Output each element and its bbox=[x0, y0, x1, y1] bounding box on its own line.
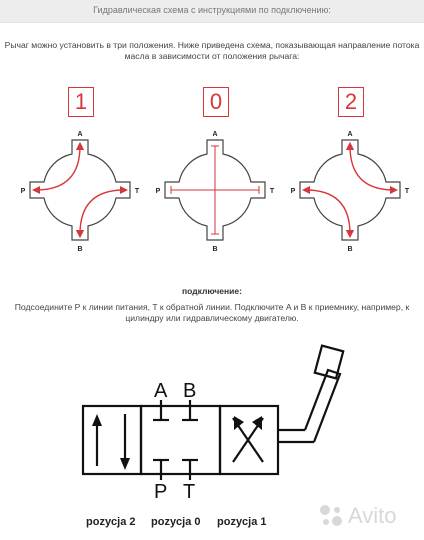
position-number-2: 2 bbox=[338, 87, 364, 117]
avito-watermark bbox=[318, 502, 418, 528]
avito-logo-icon bbox=[318, 502, 346, 528]
flow-diagram-position-2 bbox=[291, 131, 410, 253]
port-a-label: A bbox=[77, 131, 83, 138]
flow-diagram-position-0 bbox=[156, 131, 275, 253]
schema-label-pozycja-2: pozycja 2 bbox=[86, 516, 136, 528]
port-p-label: P bbox=[20, 188, 26, 195]
schema-port-b: B bbox=[183, 380, 197, 402]
schema-port-a: A bbox=[154, 380, 168, 402]
schema-port-t: T bbox=[183, 481, 196, 503]
valve-schematic bbox=[0, 340, 424, 515]
port-t-label: T bbox=[269, 188, 275, 195]
flow-diagrams bbox=[0, 120, 424, 270]
schema-port-p: P bbox=[154, 481, 168, 503]
header-title: Гидравлическая схема с инструкциями по подключению: bbox=[93, 5, 331, 15]
position-number-1: 1 bbox=[68, 87, 94, 117]
connection-heading: подключение: bbox=[182, 286, 242, 296]
schema-label-pozycja-0: pozycja 0 bbox=[151, 516, 201, 528]
schema-label-pozycja-1: pozycja 1 bbox=[217, 516, 267, 528]
port-a-label: A bbox=[212, 131, 218, 138]
watermark-text: Avito bbox=[348, 503, 397, 528]
port-t-label: T bbox=[404, 188, 410, 195]
schema-box-left bbox=[83, 406, 141, 474]
port-p-label: P bbox=[155, 188, 161, 195]
schema-box-middle bbox=[141, 406, 220, 474]
port-a-label: A bbox=[347, 131, 353, 138]
port-b-label: B bbox=[347, 246, 353, 253]
connection-text: Подсоедините P к линии питания, T к обратной линии. Подключите A и B к приемнику, например, к цилиндру или гидравлическому двигателю. bbox=[14, 302, 410, 323]
page-header bbox=[0, 0, 424, 23]
flow-diagram-position-1 bbox=[21, 131, 140, 253]
port-b-label: B bbox=[77, 246, 83, 253]
port-t-label: T bbox=[134, 188, 140, 195]
position-number-0: 0 bbox=[203, 87, 229, 117]
port-p-label: P bbox=[290, 188, 296, 195]
intro-text: Рычаг можно установить в три положения. Ниже приведена схема, показывающая направление потока масла в зависимости от положения рычага: bbox=[4, 40, 420, 61]
port-b-label: B bbox=[212, 246, 218, 253]
